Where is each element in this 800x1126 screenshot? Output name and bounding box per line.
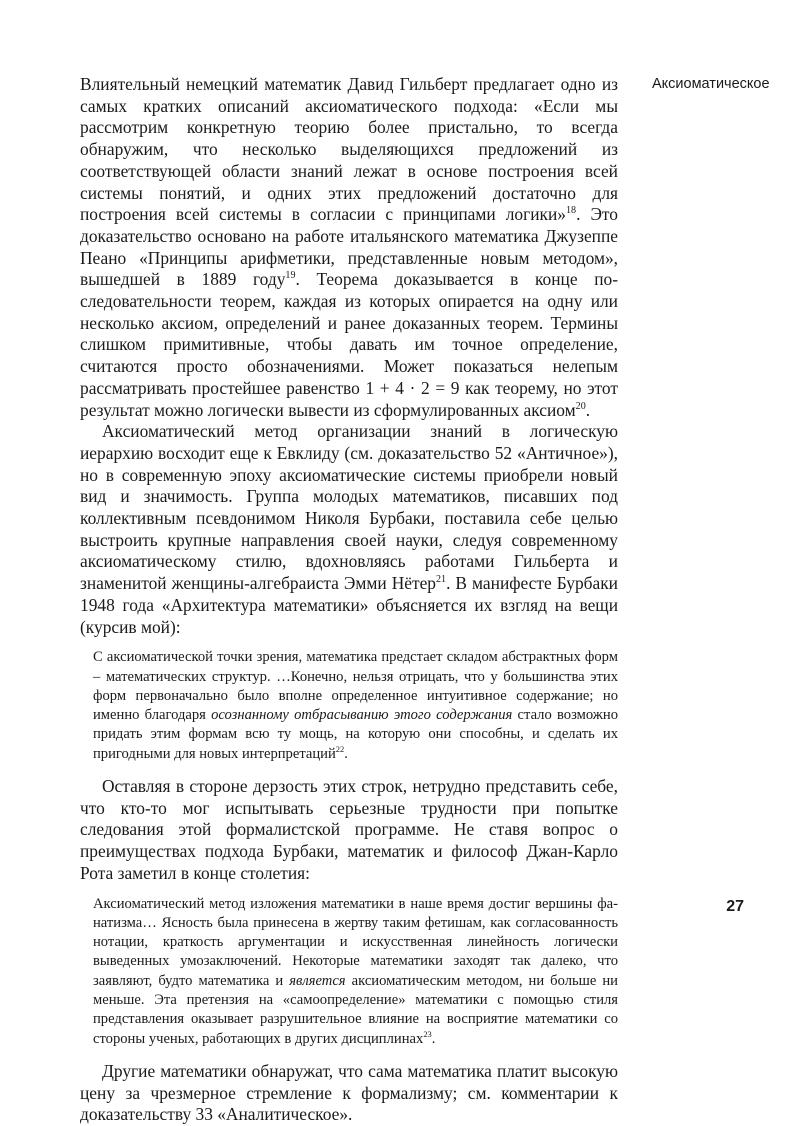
text-span: аксиоматическим методом, ни больше ни меньше. Эта претензия на «самоопределение» математики с помощью стиля представления оказывает разрушительное влияние на восприятие математики со стороны ученых, работающих в других дисциплинах: [93, 972, 618, 1047]
paragraph-rota: [80, 776, 618, 885]
paragraph-hilbert: [80, 74, 618, 421]
quote-rota: [93, 895, 618, 1049]
footnote-ref: 20: [575, 400, 586, 412]
italic-span: осознанному отбрасыванию этого содержания: [211, 707, 513, 724]
text-span: . Теорема доказывается в конце последовательности теорем, каждая из которых опирается на одну или несколько аксиом, определений и ранее доказанных теорем. Термины слишком примитивные, чтобы давать им точное определение, считаются просто обозначениями. Может показаться нелепым рассматривать простейшее равенство 1 + 4 · 2 = 9 как теорему, но этот результат можно логически вывести из сформулированных аксиом: [80, 269, 618, 420]
text-span: Аксиоматический метод изложения математики в наше время достиг вершины фанатизма… Ясность была принесена в жертву таким фетишам, как согласованность нотации, краткость аргументации и искусственная линейность логически выведенных умозаключений. Некоторые математики заходят так далеко, что заявляют, будто математика и: [93, 895, 618, 989]
running-header: Аксиоматическое: [652, 76, 770, 92]
text-span: стало возможно придать этим формам всю ту мощь, на которую они способны, и сделать их пригодными для новых интерпретаций: [93, 707, 618, 762]
text-span: . Это доказательство основано на работе итальянского математика Джузеппе Пеано «Принципы арифметики, представленные новым методом», вышедшей в 1889 году: [80, 204, 618, 290]
text-span: . В манифесте Бурбаки 1948 года «Архитектура математики» объясняется их взгляд на вещи (курсив мой):: [80, 573, 618, 637]
text-span: Аксиоматический метод организации знаний в логическую иерархию восходит еще к Евклиду (см. доказательство 52 «Античное»), но в современную эпоху аксиоматические системы приобрели новый вид и значимость. Группа молодых математиков, писавших под коллективным псевдонимом Николя Бурбаки, поставила себе целью выстроить крупные направления своей науки, следуя современному аксиоматическому стилю, вдохновляясь работами Гильберта и знаменитой женщины-алгебраиста Эмми Нётер: [80, 421, 618, 594]
text-span: Оставляя в стороне дерзость этих строк, нетрудно представить себе, что кто-то мог испытывать серьезные трудности при попытке следования этой формалистской программе. Не ставя вопрос о преимуществах подхода Бурбаки, математик и философ Джан-Карло Рота заметил в конце столетия:: [80, 776, 618, 883]
footnote-ref: 18: [566, 205, 577, 217]
footnote-ref: 22: [335, 743, 345, 754]
text-span: С аксиоматической точки зрения, математика предстает складом абстрактных форм – математических структур. …Конечно, нельзя отрицать, что у большинства этих форм первоначально было вполне определенное интуитивное содержание; но именно благодаря: [93, 649, 618, 724]
footnote-ref: 19: [285, 270, 296, 282]
footnote-ref: 21: [436, 574, 447, 586]
paragraph-formalism: [80, 1061, 618, 1126]
text-span: .: [344, 745, 348, 762]
page-body: [80, 74, 618, 1126]
paragraph-bourbaki: [80, 421, 618, 638]
footnote-ref: 23: [423, 1028, 432, 1039]
italic-span: является: [289, 972, 346, 989]
text-span: .: [585, 399, 591, 420]
quote-bourbaki: [93, 648, 618, 764]
page-number: 27: [726, 898, 744, 915]
text-span: Влиятельный немецкий математик Давид Гильберт предлагает одно из самых кратких описаний аксиоматического подхода: «Если мы рассмотрим конкретную теорию более пристально, то всегда обнаружим, что несколько выделяющихся предложений из соответствующей области знаний лежат в основе построения всей системы понятий, и одних этих предложений достаточно для построения всей системы в согласии с принципами логики»: [80, 74, 618, 225]
text-span: Другие математики обнаружат, что сама математика платит высокую цену за чрезмерное стремление к формализму; см. комментарии к доказательству 33 «Аналитическое».: [80, 1060, 618, 1125]
text-span: .: [431, 1030, 436, 1047]
